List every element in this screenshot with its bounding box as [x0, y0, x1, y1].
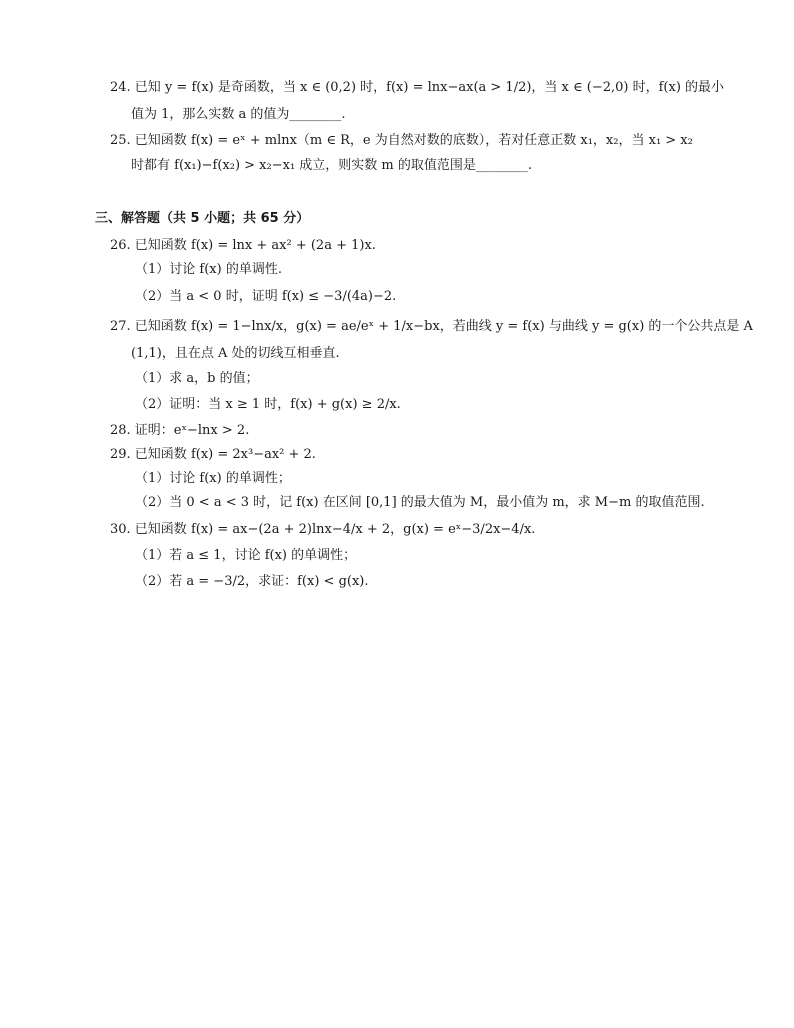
question-24-line-1: 24. 已知 y = f(x) 是奇函数，当 x ∈ (0,2) 时，f(x) = lnx−ax(a > 1/2)，当 x ∈ (−2,0) 时，f(x) 的最小	[110, 80, 725, 95]
question-26-part-1: （1）讨论 f(x) 的单调性.	[135, 262, 282, 277]
question-27-part-2: （2）证明：当 x ≥ 1 时，f(x) + g(x) ≥ 2/x.	[135, 397, 401, 412]
question-30-part-2: （2）若 a = −3/2，求证：f(x) < g(x).	[135, 574, 369, 589]
section-heading: 三、解答题（共 5 小题；共 65 分）	[95, 211, 310, 226]
question-27-stem: 27. 已知函数 f(x) = 1−lnx/x，g(x) = ae/eˣ + 1/x−bx，若曲线 y = f(x) 与曲线 y = g(x) 的一个公共点是 A	[110, 319, 753, 334]
question-26-part-2: （2）当 a < 0 时，证明 f(x) ≤ −3/(4a)−2.	[135, 289, 397, 304]
question-28-stem: 28. 证明：eˣ−lnx > 2.	[110, 423, 250, 438]
question-29-part-2: （2）当 0 < a < 3 时，记 f(x) 在区间 [0,1] 的最大值为 M，最小值为 m，求 M−m 的取值范围.	[135, 495, 705, 510]
question-27-stem-2: (1,1)，且在点 A 处的切线互相垂直.	[131, 346, 340, 361]
question-29-stem: 29. 已知函数 f(x) = 2x³−ax² + 2.	[110, 447, 316, 462]
question-27-part-1: （1）求 a，b 的值；	[135, 371, 259, 386]
question-26-stem: 26. 已知函数 f(x) = lnx + ax² + (2a + 1)x.	[110, 238, 376, 253]
question-24-line-2: 值为 1，那么实数 a 的值为________.	[131, 107, 346, 122]
question-25-line-1: 25. 已知函数 f(x) = eˣ + mlnx（m ∈ R，e 为自然对数的底数），若对任意正数 x₁，x₂，当 x₁ > x₂	[110, 133, 693, 148]
question-30-part-1: （1）若 a ≤ 1，讨论 f(x) 的单调性；	[135, 548, 357, 563]
question-25-line-2: 时都有 f(x₁)−f(x₂) > x₂−x₁ 成立，则实数 m 的取值范围是________.	[131, 158, 533, 173]
question-29-part-1: （1）讨论 f(x) 的单调性；	[135, 471, 291, 486]
question-30-stem: 30. 已知函数 f(x) = ax−(2a + 2)lnx−4/x + 2，g(x) = eˣ−3/2x−4/x.	[110, 522, 536, 537]
